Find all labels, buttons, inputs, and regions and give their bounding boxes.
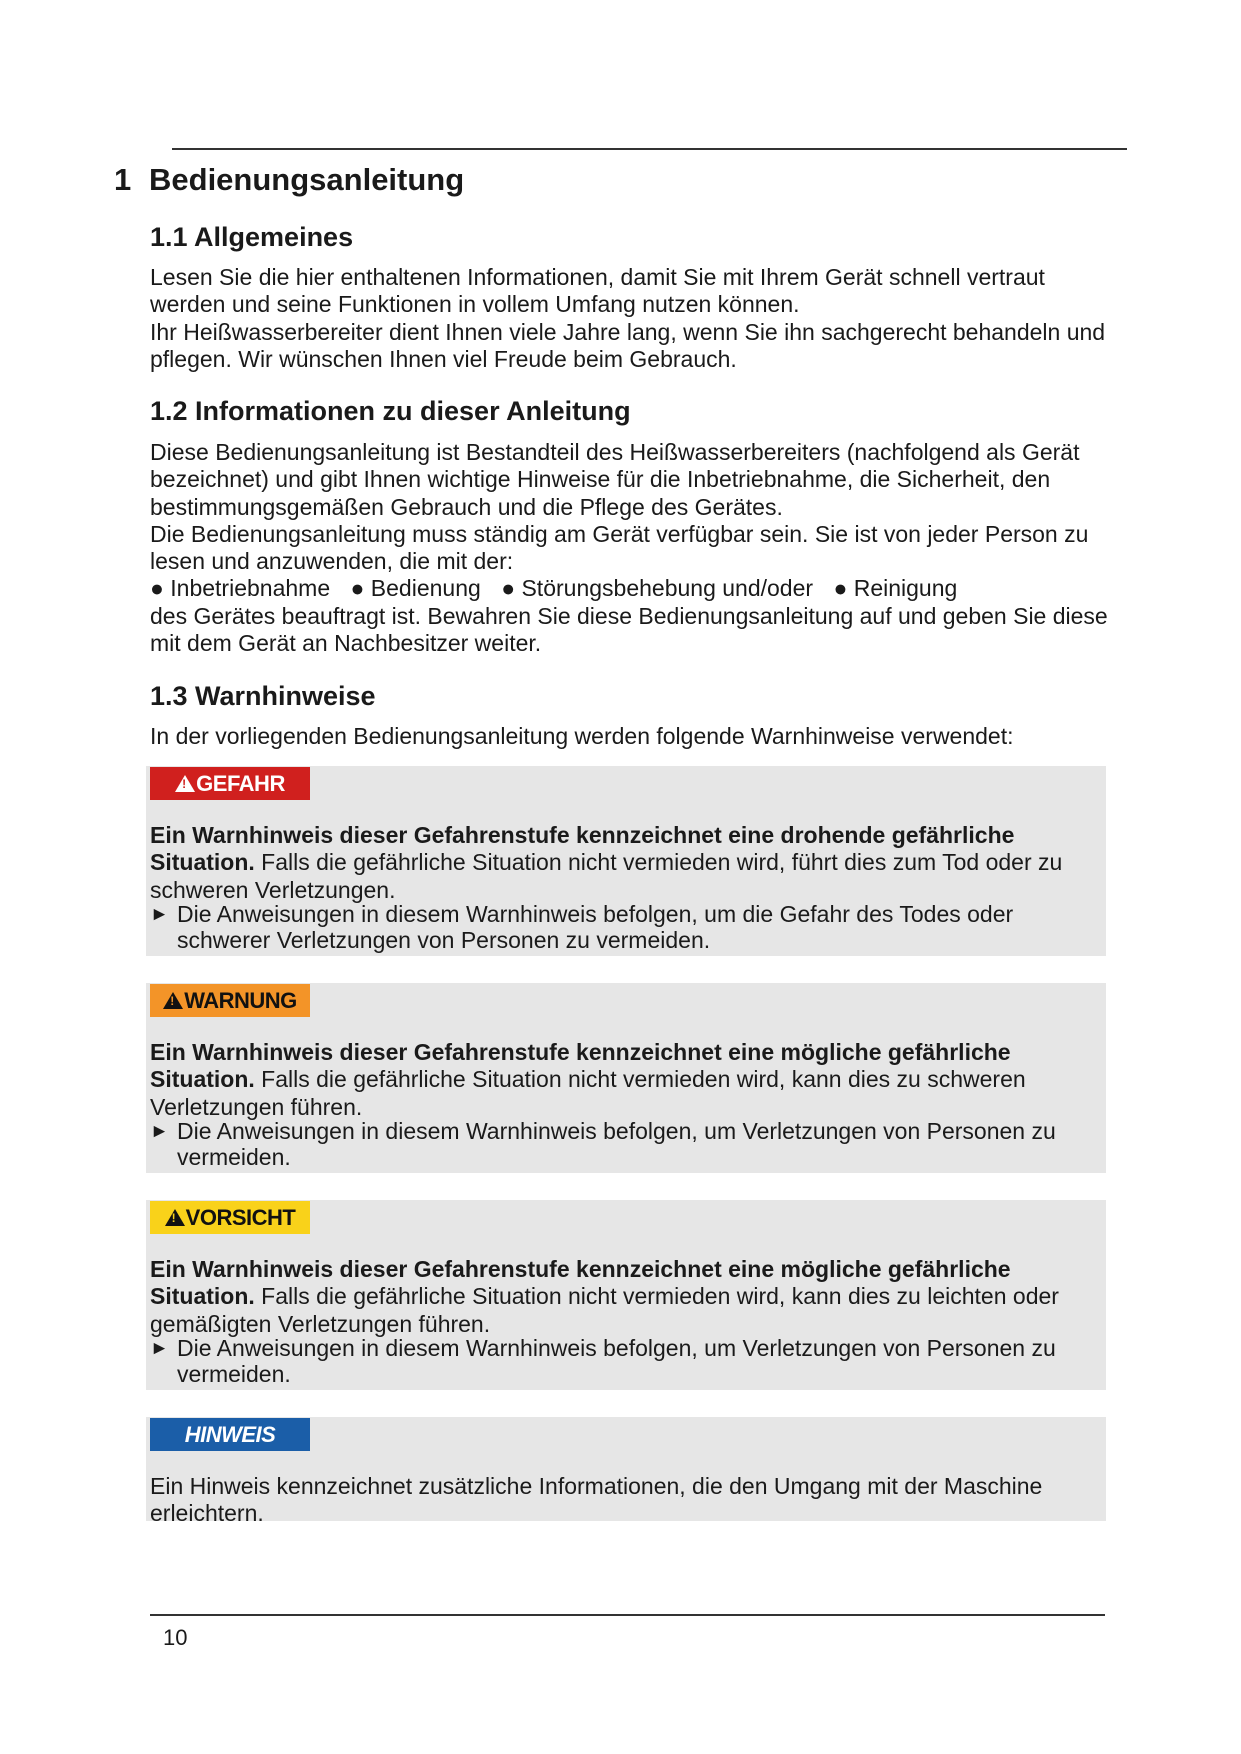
section-heading-allgemeines: 1.1 Allgemeines: [150, 222, 354, 252]
warning-action: [150, 1119, 1100, 1170]
paragraph: Ihr Heißwasserbereiter dient Ihnen viele Jahre lang, wenn Sie ihn sachgerecht behandeln und pflegen. Wir wünschen Ihnen viel Freude beim Gebrauch.: [150, 318, 1106, 372]
caution-description-bold: Ein Warnhinweis dieser Gefahrenstufe kennzeichnet eine mögliche gefährliche Situation.: [150, 1256, 1011, 1310]
caution-notice: [146, 1200, 1106, 1390]
arrow-right-icon: ►: [150, 904, 169, 925]
arrow-right-icon: ►: [150, 1121, 169, 1142]
section-heading-warnhinweise: 1.3 Warnhinweise: [150, 681, 376, 711]
danger-action-text: Die Anweisungen in diesem Warnhinweis befolgen, um die Gefahr des Todes oder schwerer Verletzungen von Personen zu vermeiden.: [177, 901, 1014, 953]
header-rule: [172, 148, 1127, 150]
caution-action-text: Die Anweisungen in diesem Warnhinweis befolgen, um Verletzungen von Personen zu vermeiden.: [177, 1335, 1056, 1387]
caution-label-text: VORSICHT: [185, 1205, 296, 1230]
section-body-allgemeines: [150, 264, 1110, 373]
warning-triangle-icon: [165, 1209, 185, 1226]
danger-label-text: GEFAHR: [196, 771, 285, 796]
page-number: 10: [163, 1625, 188, 1650]
bullet-item: ● Reinigung: [833, 575, 958, 602]
warning-description-text: Falls die gefährliche Situation nicht vermieden wird, kann dies zu schweren Verletzungen führen.: [150, 1066, 1026, 1120]
caution-description: [150, 1256, 1100, 1338]
chapter-title-text: Bedienungsanleitung: [149, 162, 465, 197]
caution-action: [150, 1336, 1100, 1387]
warning-triangle-icon: [163, 992, 183, 1009]
danger-label: [150, 767, 310, 800]
paragraph: Diese Bedienungsanleitung ist Bestandteil des Heißwasserbereiters (nachfolgend als Gerät bezeichnet) und gibt Ihnen wichtige Hinweise für die Inbetriebnahme, die Sicherheit, den bestimmungsgemäßen Gebrauch und die Pflege des Gerätes.: [150, 439, 1080, 520]
paragraph: Die Bedienungsanleitung muss ständig am Gerät verfügbar sein. Sie ist von jeder Person zu lesen und anzuwenden, die mit der:: [150, 520, 1089, 575]
chapter-number: 1: [114, 162, 132, 197]
warning-label: [150, 984, 310, 1017]
bullet-list: [150, 575, 1110, 602]
section-heading-informationen: 1.2 Informationen zu dieser Anleitung: [150, 396, 631, 426]
warning-notice: [146, 983, 1106, 1173]
danger-notice: [146, 766, 1106, 956]
section-body-informationen: [150, 439, 1110, 657]
note-notice: [146, 1417, 1106, 1527]
paragraph: In der vorliegenden Bedienungsanleitung werden folgende Warnhinweise verwendet:: [150, 723, 1014, 749]
bullet-item: ● Bedienung: [350, 575, 481, 602]
caution-description-text: Falls die gefährliche Situation nicht vermieden wird, kann dies zu leichten oder gemäßigten Verletzungen führen.: [150, 1283, 1059, 1337]
bullet-item: ● Inbetriebnahme: [150, 575, 331, 602]
warning-triangle-icon: [175, 775, 195, 792]
note-description: Ein Hinweis kennzeichnet zusätzliche Informationen, die den Umgang mit der Maschine erleichtern.: [150, 1473, 1043, 1527]
danger-description-text: Falls die gefährliche Situation nicht vermieden wird, führt dies zum Tod oder zu schweren Verletzungen.: [150, 849, 1063, 903]
footer-rule: [150, 1614, 1105, 1616]
warning-label-text: WARNUNG: [184, 988, 297, 1013]
arrow-right-icon: ►: [150, 1338, 169, 1359]
section-intro-warnhinweise: [150, 723, 1110, 750]
danger-description-bold: Ein Warnhinweis dieser Gefahrenstufe kennzeichnet eine drohende gefährliche Situation.: [150, 822, 1015, 876]
warning-description-bold: Ein Warnhinweis dieser Gefahrenstufe kennzeichnet eine mögliche gefährliche Situation.: [150, 1039, 1011, 1093]
danger-description: [150, 822, 1100, 904]
warning-action-text: Die Anweisungen in diesem Warnhinweis befolgen, um Verletzungen von Personen zu vermeiden.: [177, 1118, 1056, 1170]
caution-label: [150, 1201, 310, 1234]
chapter-title: [114, 162, 464, 198]
danger-action: [150, 902, 1100, 953]
note-label: HINWEIS: [150, 1418, 310, 1451]
bullet-item: ● Störungsbehebung und/oder: [501, 575, 814, 602]
paragraph: des Gerätes beauftragt ist. Bewahren Sie diese Bedienungsanleitung auf und geben Sie diese mit dem Gerät an Nachbesitzer weiter.: [150, 602, 1108, 657]
warning-description: [150, 1039, 1100, 1121]
paragraph: Lesen Sie die hier enthaltenen Informationen, damit Sie mit Ihrem Gerät schnell vertraut werden und seine Funktionen in vollem Umfang nutzen können.: [150, 264, 1045, 318]
